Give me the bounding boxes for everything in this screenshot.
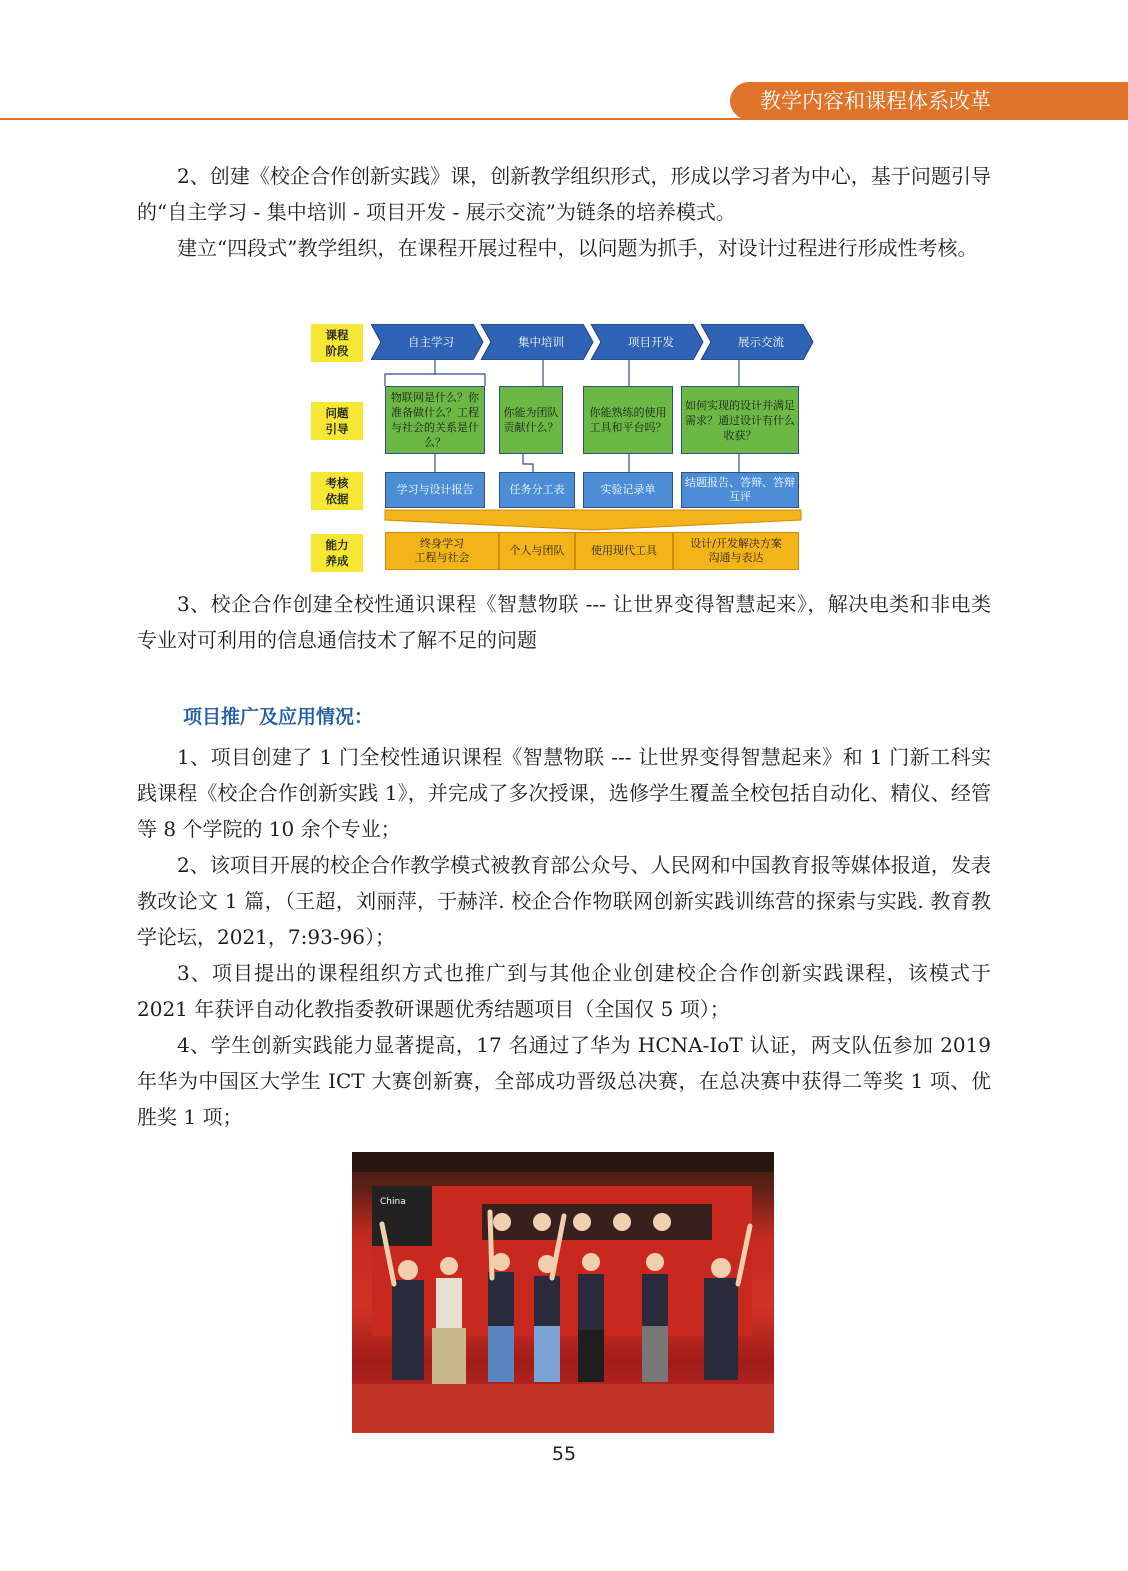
row-label-assessment: 考核 依据 bbox=[311, 472, 363, 510]
assessment-box: 实验记录单 bbox=[583, 472, 673, 508]
assessment-box: 学习与设计报告 bbox=[385, 472, 485, 508]
ability-box: 终身学习 工程与社会 bbox=[385, 532, 499, 570]
stage-label: 自主学习 bbox=[408, 335, 454, 349]
paragraph: 2、该项目开展的校企合作教学模式被教育部公众号、人民网和中国教育报等媒体报道，发表教改论文 1 篇，（王超，刘丽萍，于赫洋. 校企合作物联网创新实践训练营的探索与实践. 教育教学论坛，2021，7:93-96）； bbox=[137, 853, 991, 949]
page-number: 55 bbox=[551, 1443, 577, 1465]
paragraph: 3、校企合作创建全校性通识课程《智慧物联 --- 让世界变得智慧起来》，解决电类和非电类专业对可利用的信息通信技术了解不足的问题 bbox=[137, 592, 991, 652]
ability-box: 设计/开发解决方案 沟通与表达 bbox=[673, 532, 799, 570]
assessment-box: 任务分工表 bbox=[499, 472, 575, 508]
ability-box: 使用现代工具 bbox=[575, 532, 673, 570]
paragraph: 建立“四段式”教学组织，在课程开展过程中，以问题为抓手，对设计过程进行形成性考核。 bbox=[177, 236, 978, 260]
question-box: 物联网是什么？你准备做什么？工程与社会的关系是什么？ bbox=[385, 386, 485, 454]
section-title: 项目推广及应用情况： bbox=[183, 706, 374, 728]
paragraph: 2、创建《校企合作创新实践》课，创新教学组织形式，形成以学习者为中心，基于问题引导的“自主学习 - 集中培训 - 项目开发 - 展示交流”为链条的培养模式。 bbox=[137, 164, 991, 224]
merge-arrow bbox=[385, 510, 801, 530]
teaching-organization-diagram bbox=[311, 318, 817, 580]
paragraph: 3、项目提出的课程组织方式也推广到与其他企业创建校企合作创新实践课程，该模式于 2021 年获评自动化教指委教研课题优秀结题项目（全国仅 5 项）； bbox=[137, 961, 991, 1021]
question-box: 你能为团队贡献什么？ bbox=[499, 386, 563, 454]
paragraph: 1、项目创建了 1 门全校性通识课程《智慧物联 --- 让世界变得智慧起来》和 1 门新工科实践课程《校企合作创新实践 1》，并完成了多次授课，选修学生覆盖全校包括自动化、精仪、经管等 8 个学院的 10 余个专业； bbox=[137, 745, 991, 841]
chapter-header bbox=[730, 82, 1128, 120]
banner-text: China bbox=[380, 1197, 406, 1207]
assessment-box: 结题报告、答辩、答辩互评 bbox=[681, 472, 799, 508]
row-label-ability: 能力 养成 bbox=[311, 534, 363, 572]
question-box: 你能熟练的使用工具和平台吗？ bbox=[583, 386, 673, 454]
award-photo bbox=[352, 1152, 774, 1433]
stage-label: 集中培训 bbox=[518, 335, 564, 349]
stage-label: 展示交流 bbox=[738, 335, 784, 349]
stage-label: 项目开发 bbox=[628, 335, 674, 349]
intro-text bbox=[137, 158, 991, 266]
row-label-question: 问题 引导 bbox=[311, 402, 363, 440]
chapter-title: 教学内容和课程体系改革 bbox=[760, 89, 991, 113]
header-rule bbox=[0, 118, 1128, 120]
award-photo-illustration bbox=[352, 1152, 774, 1433]
paragraph: 4、学生创新实践能力显著提高，17 名通过了华为 HCNA-IoT 认证，两支队伍参加 2019 年华为中国区大学生 ICT 大赛创新赛，全部成功晋级总决赛，在总决赛中获得二等奖 1 项、优胜奖 1 项； bbox=[137, 1033, 991, 1129]
row-label-stage: 课程 阶段 bbox=[311, 324, 363, 362]
ability-box: 个人与团队 bbox=[499, 532, 575, 570]
application-text bbox=[137, 739, 991, 1135]
mid-text bbox=[137, 586, 991, 658]
question-box: 如何实现的设计并满足需求？通过设计有什么收获？ bbox=[681, 386, 799, 454]
